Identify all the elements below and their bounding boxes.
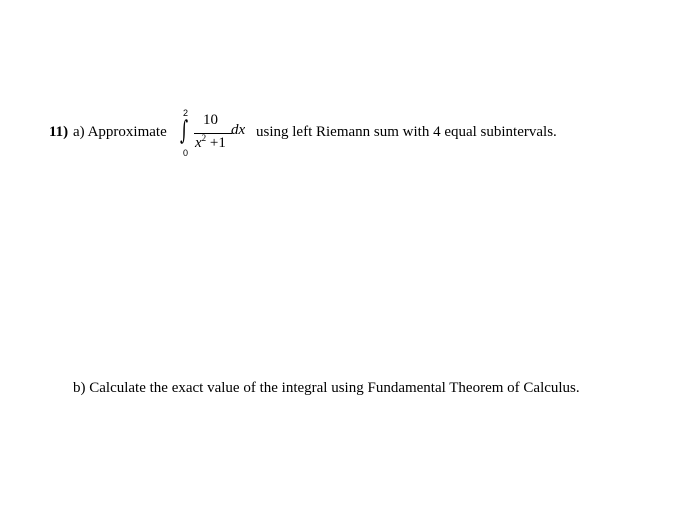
problem-11-part-a <box>49 108 669 164</box>
denominator-constant: +1 <box>206 135 226 151</box>
part-a-label: a) Approximate <box>73 124 167 140</box>
differential: dx <box>231 122 246 138</box>
part-a-instruction: using left Riemann sum with 4 equal subintervals. <box>256 124 557 140</box>
denominator-variable: x <box>195 135 202 151</box>
fraction-numerator: 10 <box>203 112 218 128</box>
denominator-exponent: 2 <box>201 133 207 143</box>
integral-lower-limit: 0 <box>183 148 189 158</box>
integral-sign-icon: ∫ <box>180 116 189 146</box>
problem-number: 11) <box>49 124 69 140</box>
integral-upper-limit: 2 <box>183 108 189 118</box>
integral-expression <box>180 108 260 164</box>
problem-11-part-b: b) Calculate the exact value of the integral using Fundamental Theorem of Calculus. <box>73 380 580 396</box>
fraction-denominator <box>195 133 226 152</box>
